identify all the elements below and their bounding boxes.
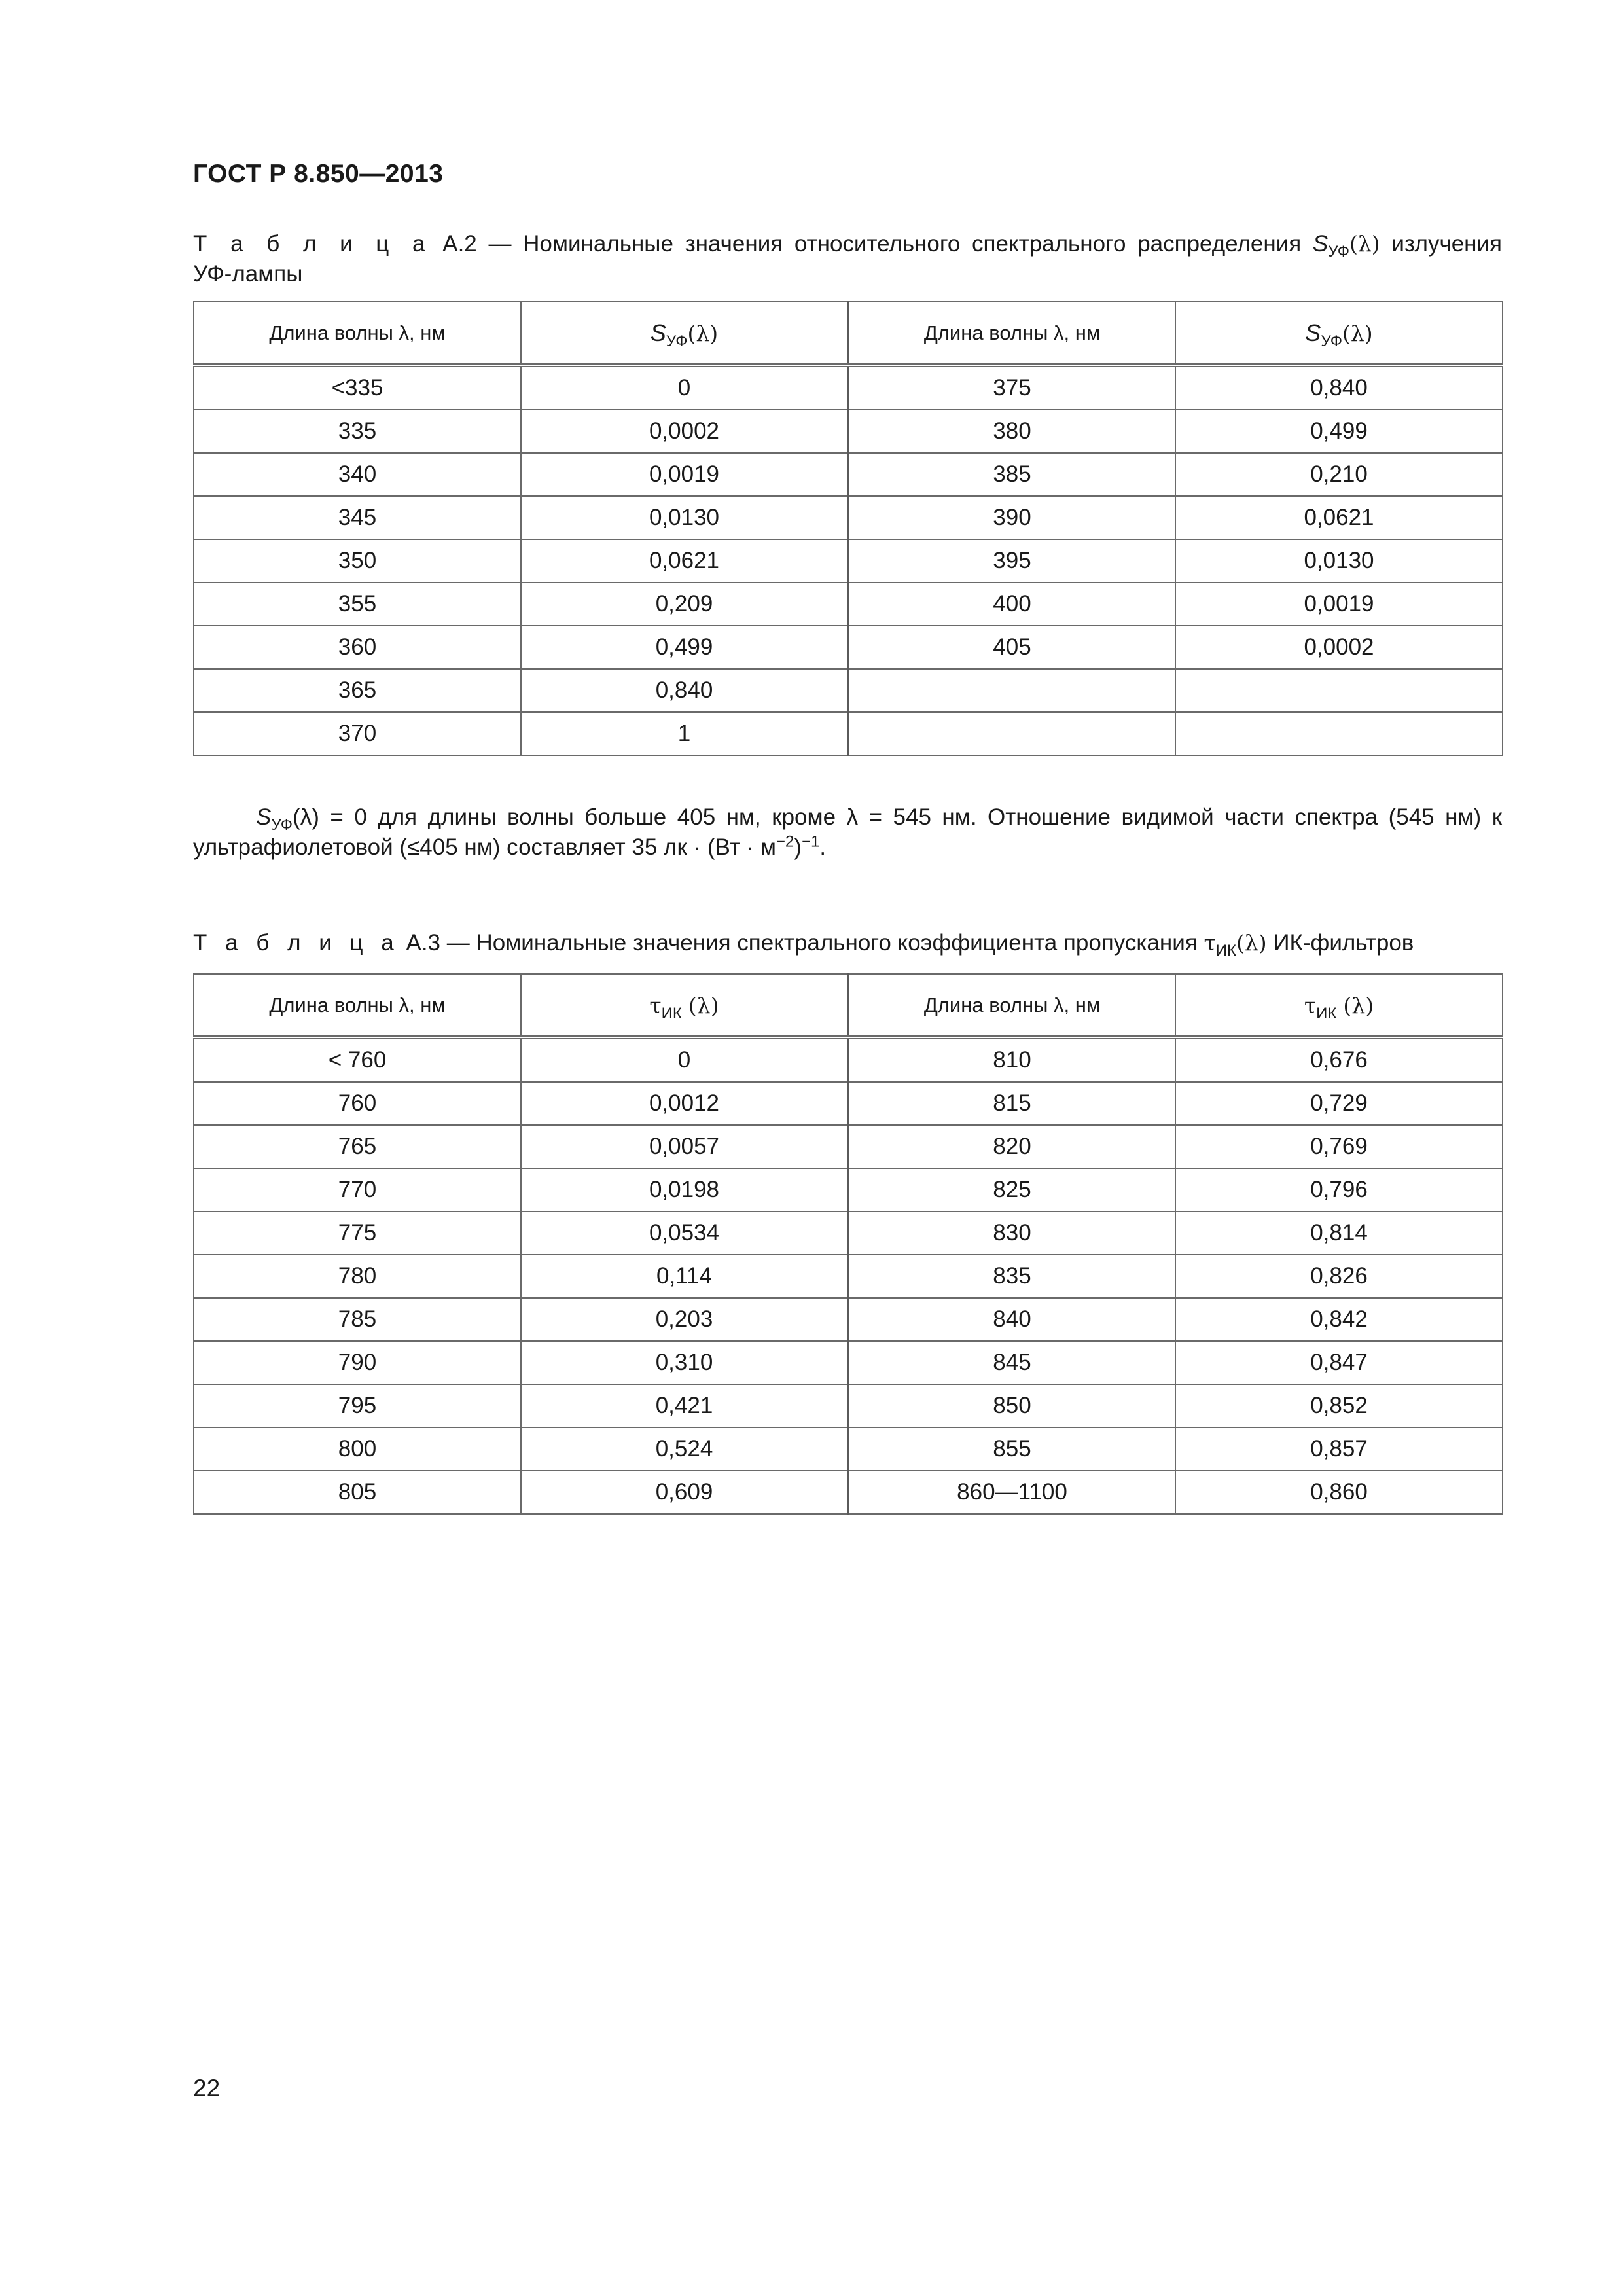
table-row	[194, 1341, 1503, 1384]
note-sup1: −2	[776, 833, 794, 851]
table-row	[194, 669, 1503, 712]
table-a3-number: А.3	[406, 930, 441, 956]
table-cell: 0,676	[1175, 1037, 1503, 1082]
table-cell: 0,840	[521, 669, 848, 712]
table-a3-col3-header: Длина волны λ, нм	[848, 974, 1175, 1037]
table-a3-caption	[193, 928, 1502, 958]
table-row	[194, 539, 1503, 583]
table-cell: 820	[848, 1125, 1175, 1168]
table-cell: 850	[848, 1384, 1175, 1427]
table-cell: 855	[848, 1427, 1175, 1471]
table-cell: 760	[194, 1082, 521, 1125]
table-a3-col1-header: Длина волны λ, нм	[194, 974, 521, 1037]
table-a3-col2-sub: ИК	[661, 1004, 682, 1022]
table-cell: 1	[521, 712, 848, 755]
table-a2-title-symbol-sub: УФ	[1328, 243, 1349, 260]
table-a3-col2-header	[521, 974, 848, 1037]
table-cell: 380	[848, 410, 1175, 453]
table-cell: 335	[194, 410, 521, 453]
table-cell: 0,857	[1175, 1427, 1503, 1471]
table-row	[194, 1082, 1503, 1125]
table-a2-title-tail2: УФ-лампы	[193, 261, 303, 287]
table-a2-caption-line1	[193, 229, 1502, 259]
table-cell: 0,609	[521, 1471, 848, 1514]
table-a2	[193, 301, 1503, 756]
table-cell: 0,0057	[521, 1125, 848, 1168]
table-cell: 0,310	[521, 1341, 848, 1384]
table-a2-title-text: — Номинальные значения относительного спектрального распределения	[488, 231, 1302, 257]
table-row	[194, 1384, 1503, 1427]
table-cell: 845	[848, 1341, 1175, 1384]
table-cell: 0,209	[521, 583, 848, 626]
table-cell	[848, 712, 1175, 755]
table-cell: 390	[848, 496, 1175, 539]
table-row	[194, 1255, 1503, 1298]
table-cell: 385	[848, 453, 1175, 496]
table-cell: 0	[521, 1037, 848, 1082]
table-a3-title-arg: (λ)	[1236, 930, 1267, 956]
table-a3-title-symbol-sub: ИК	[1215, 942, 1236, 960]
table-a2-col3-header: Длина волны λ, нм	[848, 302, 1175, 365]
table-cell: 860—1100	[848, 1471, 1175, 1514]
table-a3-col4-sym: τ	[1304, 992, 1317, 1018]
table-row	[194, 712, 1503, 755]
table-cell: 0,796	[1175, 1168, 1503, 1211]
table-cell: 0,0130	[521, 496, 848, 539]
table-cell: 0,769	[1175, 1125, 1503, 1168]
table-row	[194, 1125, 1503, 1168]
table-cell: 840	[848, 1298, 1175, 1341]
table-cell: 0,0130	[1175, 539, 1503, 583]
table-cell: 825	[848, 1168, 1175, 1211]
table-cell: 815	[848, 1082, 1175, 1125]
table-cell: 0,499	[521, 626, 848, 669]
table-cell: < 760	[194, 1037, 521, 1082]
note-text-part1: (λ) = 0 для длины волны больше 405 нм, кроме λ = 545 нм. Отношение видимой части спектра (545 нм) к ультрафиолетовой (≤405 нм) составляет 35 лк · (Вт · м	[193, 804, 1502, 860]
table-a2-col4-arg: (λ)	[1342, 320, 1373, 346]
table-cell: 405	[848, 626, 1175, 669]
table-cell: 0,852	[1175, 1384, 1503, 1427]
table-row	[194, 1427, 1503, 1471]
table-a3	[193, 973, 1503, 1515]
table-cell: 360	[194, 626, 521, 669]
table-row	[194, 1168, 1503, 1211]
table-cell: 0,0534	[521, 1211, 848, 1255]
table-a3-col4-header	[1175, 974, 1503, 1037]
table-a2-number: А.2	[442, 231, 477, 257]
table-a3-title-symbol: τ	[1204, 930, 1216, 956]
table-cell: 765	[194, 1125, 521, 1168]
table-cell: <335	[194, 365, 521, 410]
table-cell: 0,203	[521, 1298, 848, 1341]
table-cell: 805	[194, 1471, 521, 1514]
table-cell: 370	[194, 712, 521, 755]
table-a2-col2-sub: УФ	[666, 332, 688, 350]
table-cell: 0,499	[1175, 410, 1503, 453]
table-cell: 400	[848, 583, 1175, 626]
table-row	[194, 1037, 1503, 1082]
table-cell: 375	[848, 365, 1175, 410]
table-cell: 0,0012	[521, 1082, 848, 1125]
table-cell: 790	[194, 1341, 521, 1384]
table-cell: 835	[848, 1255, 1175, 1298]
table-a2-col2-arg: (λ)	[687, 320, 719, 346]
table-cell: 340	[194, 453, 521, 496]
table-cell: 355	[194, 583, 521, 626]
table-cell: 0,840	[1175, 365, 1503, 410]
table-row	[194, 626, 1503, 669]
table-cell	[1175, 712, 1503, 755]
table-a3-col4-arg: (λ)	[1343, 992, 1374, 1018]
table-cell: 0,0621	[521, 539, 848, 583]
table-a2-header-row	[194, 302, 1503, 365]
table-cell: 0,0002	[1175, 626, 1503, 669]
table-cell: 830	[848, 1211, 1175, 1255]
table-cell: 0,847	[1175, 1341, 1503, 1384]
table-a3-col4-sub: ИК	[1316, 1004, 1337, 1022]
table-a2-body	[194, 365, 1503, 755]
table-row	[194, 1471, 1503, 1514]
table-a3-title-tail: ИК-фильтров	[1273, 930, 1414, 956]
table-row	[194, 453, 1503, 496]
table-cell: 800	[194, 1427, 521, 1471]
table-cell: 810	[848, 1037, 1175, 1082]
table-cell: 775	[194, 1211, 521, 1255]
table-cell: 0,729	[1175, 1082, 1503, 1125]
table-row	[194, 496, 1503, 539]
table-cell: 0,826	[1175, 1255, 1503, 1298]
table-a2-col2-header	[521, 302, 848, 365]
table-cell: 0,860	[1175, 1471, 1503, 1514]
table-cell: 0,421	[521, 1384, 848, 1427]
table-a3-title-text: — Номинальные значения спектрального коэффициента пропускания	[446, 930, 1198, 956]
table-a2-col4-header	[1175, 302, 1503, 365]
table-cell: 365	[194, 669, 521, 712]
table-cell: 0,814	[1175, 1211, 1503, 1255]
table-cell: 0,114	[521, 1255, 848, 1298]
table-a2-title-arg: (λ)	[1349, 231, 1380, 257]
note-symbol: S	[256, 804, 272, 830]
table-a3-col2-arg: (λ)	[688, 992, 719, 1018]
table-cell: 0	[521, 365, 848, 410]
table-a3-col2-sym: τ	[649, 992, 662, 1018]
table-a2-label: Т а б л и ц а	[193, 231, 431, 257]
table-cell: 0,0621	[1175, 496, 1503, 539]
table-cell: 0,0198	[521, 1168, 848, 1211]
table-cell: 0,524	[521, 1427, 848, 1471]
note-sup2: −1	[801, 833, 820, 851]
note-symbol-sub: УФ	[271, 816, 293, 834]
spectrum-note	[193, 802, 1502, 863]
table-a3-header-row	[194, 974, 1503, 1037]
table-cell	[1175, 669, 1503, 712]
table-row	[194, 365, 1503, 410]
table-a2-col4-sub: УФ	[1321, 332, 1343, 350]
note-text-part3: .	[819, 834, 827, 860]
table-cell: 350	[194, 539, 521, 583]
table-cell: 0,0002	[521, 410, 848, 453]
table-a2-col2-sym: S	[650, 319, 666, 346]
table-cell: 345	[194, 496, 521, 539]
table-a3-body	[194, 1037, 1503, 1514]
table-cell: 0,842	[1175, 1298, 1503, 1341]
table-cell: 795	[194, 1384, 521, 1427]
table-cell: 780	[194, 1255, 521, 1298]
table-cell: 0,0019	[1175, 583, 1503, 626]
table-a2-caption	[193, 229, 1502, 289]
table-a2-title-tail1: излучения	[1391, 231, 1502, 257]
table-cell: 0,0019	[521, 453, 848, 496]
table-a2-col1-header: Длина волны λ, нм	[194, 302, 521, 365]
table-a3-label: Т а б л и ц а	[193, 930, 400, 956]
page-number: 22	[193, 2075, 221, 2102]
table-cell: 770	[194, 1168, 521, 1211]
table-a2-col4-sym: S	[1305, 319, 1321, 346]
table-row	[194, 1211, 1503, 1255]
table-a2-title-symbol: S	[1312, 231, 1329, 257]
table-cell: 785	[194, 1298, 521, 1341]
table-row	[194, 1298, 1503, 1341]
note-text-part2: )	[794, 834, 802, 860]
document-header: ГОСТ Р 8.850—2013	[193, 160, 444, 188]
table-cell: 0,210	[1175, 453, 1503, 496]
table-row	[194, 583, 1503, 626]
table-cell: 395	[848, 539, 1175, 583]
table-cell	[848, 669, 1175, 712]
table-row	[194, 410, 1503, 453]
